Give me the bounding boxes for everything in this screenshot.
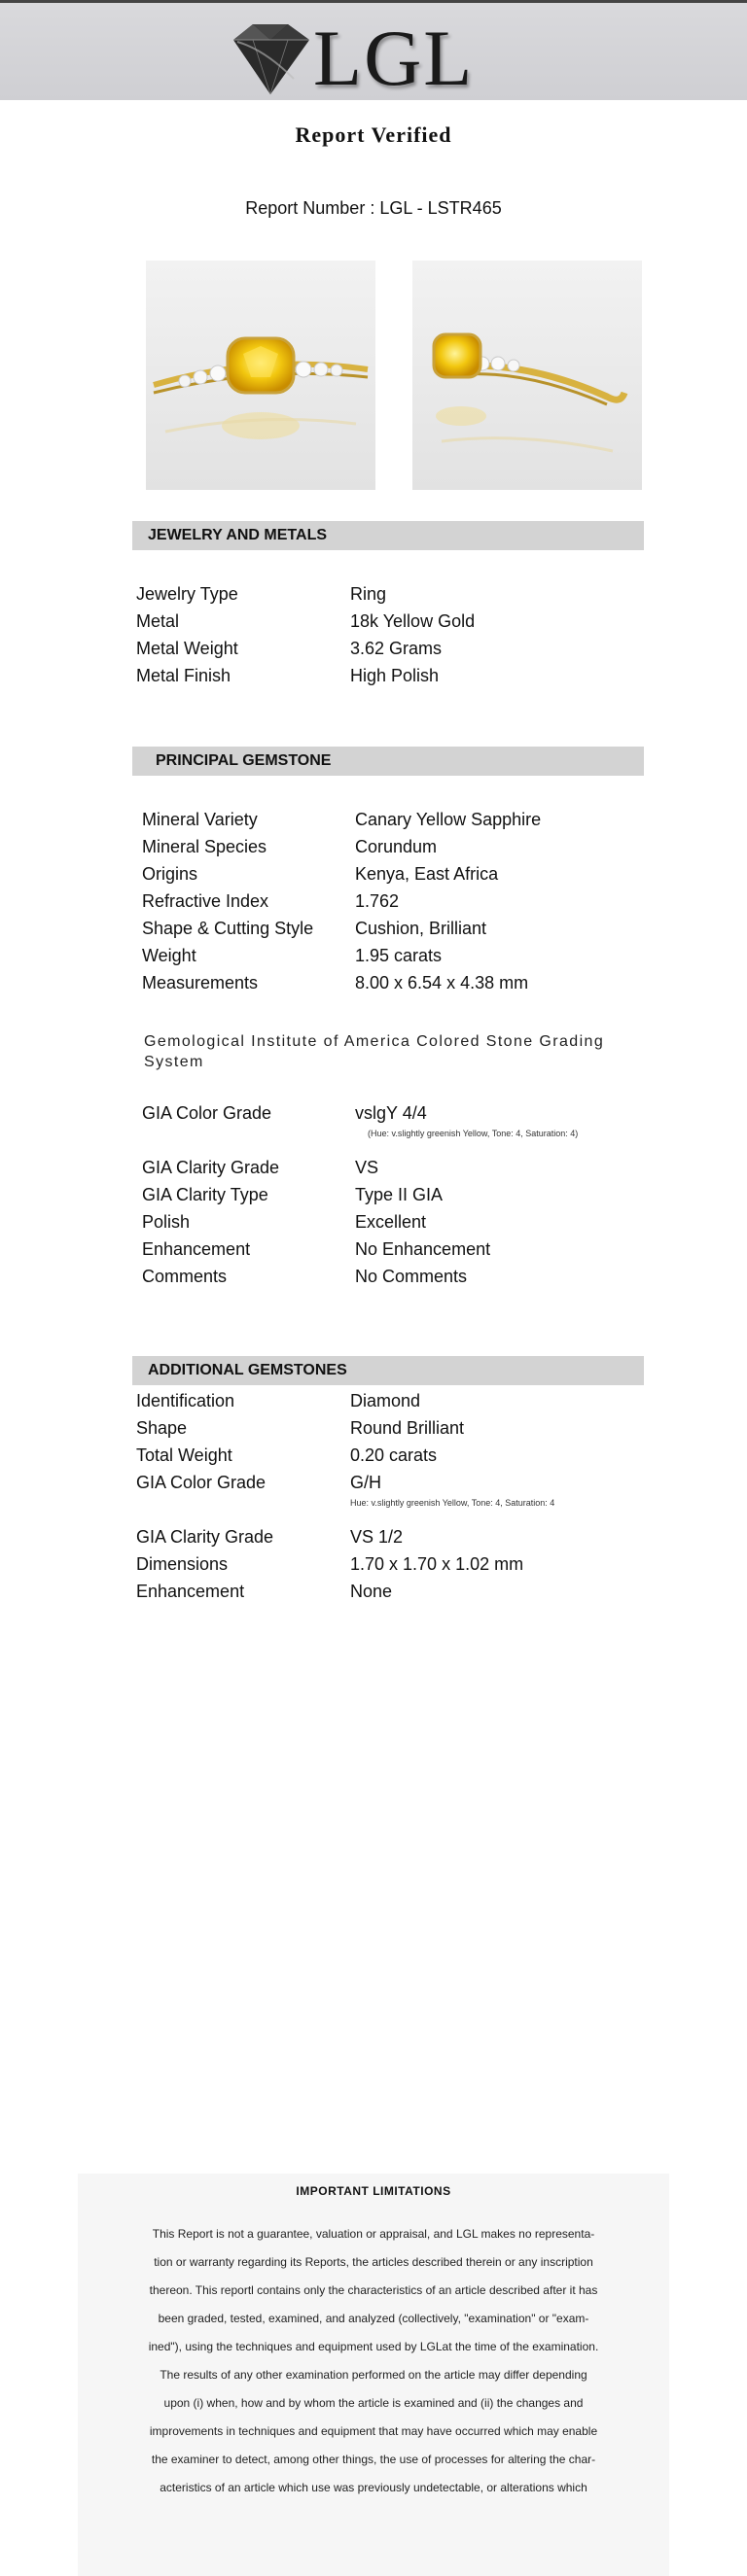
limitations-line: ined"), using the techniques and equipment used by LGLat the time of the examination. [148,2340,599,2353]
label-metal: Metal [136,611,180,631]
value-origins: Kenya, East Africa [355,864,499,884]
limitations-line: the examiner to detect, among other things, the use of processes for altering the char- [151,2453,596,2466]
label-metal-finish: Metal Finish [136,666,231,685]
value-add-gia-color-grade: G/H [350,1473,382,1492]
label-metal-weight: Metal Weight [136,639,238,658]
value-shape: Round Brilliant [350,1418,465,1438]
value-jewelry-type: Ring [350,584,387,604]
value-refractive-index: 1.762 [355,891,400,911]
section-heading-jewelry: JEWELRY AND METALS [132,521,644,550]
limitations-line: been graded, tested, examined, and analyzed (collectively, "examination" or "exam- [158,2312,589,2325]
page-title: Report Verified [295,122,452,147]
value-mineral-variety: Canary Yellow Sapphire [355,810,542,829]
label-origins: Origins [142,864,198,884]
label-total-weight: Total Weight [136,1445,232,1465]
value-gia-color-grade: vslgY 4/4 [355,1103,427,1123]
value-measurements: 8.00 x 6.54 x 4.38 mm [355,973,529,992]
logo-text: LGL [313,14,475,102]
value-gia-clarity-grade: VS [355,1158,379,1177]
value-metal-finish: High Polish [350,666,440,685]
label-mineral-species: Mineral Species [142,837,267,856]
value-identification: Diamond [350,1391,421,1410]
gia-grading-heading: Gemological Institute of America Colored Stone Grading System [144,1033,605,1070]
label-jewelry-type: Jewelry Type [136,584,238,604]
value-gia-clarity-type: Type II GIA [355,1185,444,1204]
label-weight: Weight [142,946,196,965]
report-number: Report Number : LGL - LSTR465 [245,198,502,218]
limitations-line: The results of any other examination performed on the article may differ depending [160,2368,587,2382]
value-polish: Excellent [355,1212,427,1232]
label-measurements: Measurements [142,973,259,992]
value-dimensions: 1.70 x 1.70 x 1.02 mm [350,1554,524,1574]
value-add-gia-clarity-grade: VS 1/2 [350,1527,404,1547]
limitations-title: IMPORTANT LIMITATIONS [296,2184,451,2198]
value-weight: 1.95 carats [355,946,443,965]
limitations-line: acteristics of an article which use was previously undetectable, or alterations which [160,2481,587,2494]
label-add-gia-clarity-grade: GIA Clarity Grade [136,1527,274,1547]
label-refractive-index: Refractive Index [142,891,269,911]
label-gia-clarity-grade: GIA Clarity Grade [142,1158,280,1177]
label-dimensions: Dimensions [136,1554,229,1574]
important-limitations [78,2174,669,2576]
label-comments: Comments [142,1267,228,1286]
limitations-line: upon (i) when, how and by whom the article is examined and (ii) the changes and [163,2396,584,2410]
value-mineral-species: Corundum [355,837,438,856]
section-heading-principal: PRINCIPAL GEMSTONE [132,747,644,776]
value-shape-cutting: Cushion, Brilliant [355,919,487,938]
ring-photo-side[interactable] [412,261,642,490]
value-total-weight: 0.20 carats [350,1445,438,1465]
label-gia-color-grade: GIA Color Grade [142,1103,272,1123]
value-enhancement: No Enhancement [355,1239,491,1259]
label-identification: Identification [136,1391,235,1410]
label-enhancement: Enhancement [142,1239,251,1259]
label-shape-cutting: Shape & Cutting Style [142,919,314,938]
label-add-enhancement: Enhancement [136,1582,245,1601]
header-band [0,3,747,100]
color-grade-note: (Hue: v.slightly greenish Yellow, Tone: 4, Saturation: 4) [368,1129,579,1138]
ring-photo-front[interactable] [146,261,375,490]
label-mineral-variety: Mineral Variety [142,810,258,829]
label-add-gia-color-grade: GIA Color Grade [136,1473,267,1492]
section-heading-additional: ADDITIONAL GEMSTONES [132,1356,644,1385]
label-shape: Shape [136,1418,188,1438]
value-metal-weight: 3.62 Grams [350,639,443,658]
diamond-icon [226,20,315,98]
value-metal: 18k Yellow Gold [350,611,476,631]
add-color-note: Hue: v.slightly greenish Yellow, Tone: 4, Saturation: 4 [350,1498,555,1508]
label-polish: Polish [142,1212,191,1232]
limitations-line: thereon. This reportl contains only the characteristics of an article described after it has [149,2283,598,2297]
limitations-line: This Report is not a guarantee, valuation or appraisal, and LGL makes no representa- [152,2227,595,2241]
label-gia-clarity-type: GIA Clarity Type [142,1185,268,1204]
value-add-enhancement: None [350,1582,393,1601]
value-comments: No Comments [355,1267,468,1286]
lgl-logo[interactable] [226,14,479,102]
limitations-line: tion or warranty regarding its Reports, the articles described therein or any inscription [154,2255,593,2269]
limitations-line: improvements in techniques and equipment that may have occurred which may enable [149,2424,598,2438]
